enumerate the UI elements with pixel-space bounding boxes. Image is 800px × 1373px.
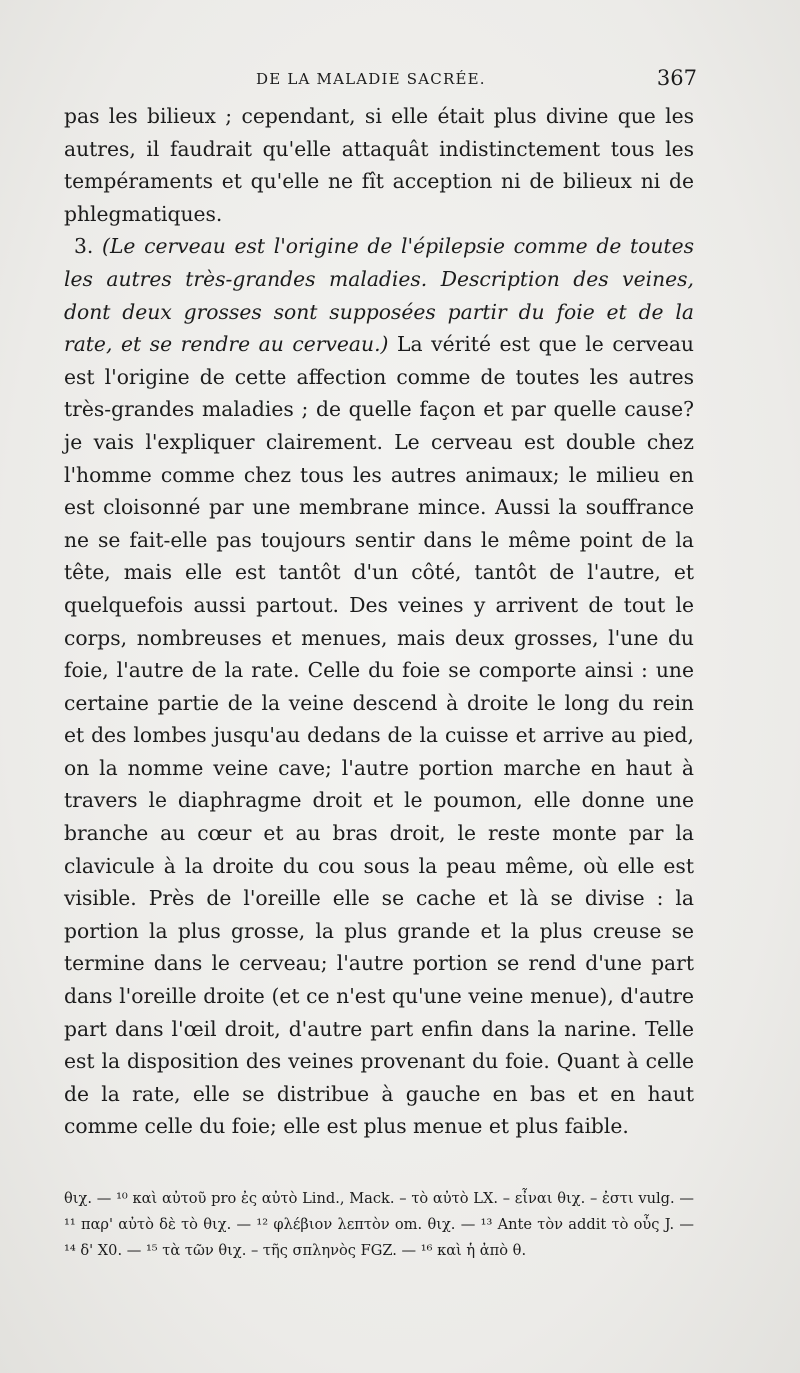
section-3-paragraph [64,230,694,1143]
paragraph-continuation: pas les bilieux ; cependant, si elle était plus divine que les autres, il faudrait qu'elle attaquât indistinctement tous les tempéraments et qu'elle ne fît acception ni de bilieux ni de phlegmatiques. [64,104,694,226]
section-body: La vérité est que le cerveau est l'origine de cette affection comme de toutes les autres très-grandes maladies ; de quelle façon et par quelle cause? je vais l'expliquer clairement. Le cerveau est double chez l'homme comme chez tous les autres animaux; le milieu en est cloisonné par une membrane mince. Aussi la souffrance ne se fait-elle pas toujours sentir dans le même point de la tête, mais elle est tantôt d'un côté, tantôt de l'autre, et quelquefois aussi partout. Des veines y arrivent de tout le corps, nombreuses et menues, mais deux grosses, l'une du foie, l'autre de la rate. Celle du foie se comporte ainsi : une certaine partie de la veine descend à droite le long du rein et des lombes jusqu'au dedans de la cuisse et arrive au pied, on la nomme veine cave; l'autre portion marche en haut à travers le diaphragme droit et le poumon, elle donne une branche au cœur et au bras droit, le reste monte par la clavicule à la droite du cou sous la peau même, où elle est visible. Près de l'oreille elle se cache et là se divise : la portion la plus grosse, la plus grande et la plus creuse se termine dans le cerveau; l'autre portion se rend d'une part dans l'oreille droite (et ce n'est qu'une veine menue), d'autre part dans l'œil droit, d'autre part enfin dans la narine. Telle est la disposition des veines provenant du foie. Quant à celle de la rate, elle se distribue à gauche en bas et en haut comme celle du foie; elle est plus menue et plus faible. [64,332,694,1139]
section-rubric: (Le cerveau est l'origine de l'épilepsie comme de toutes les autres très-grandes maladies. Description des veines, dont deux grosses sont supposées partir du foie et de la rate, et se rendre au cerveau.) [64,234,694,357]
section-number: 3. [74,234,94,259]
main-text [64,100,694,1143]
footnote-text: θιχ. — ¹⁰ καὶ αὐτοῦ pro ἐς αὐτὸ Lind., Mack. – τὸ αὐτὸ LX. – εἶναι θιχ. – ἐστι vulg. — ¹¹ παρ' αὐτὸ δὲ τὸ θιχ. — ¹² φλέβιον λεπτὸν om. θιχ. — ¹³ Ante τὸν addit τὸ οὖς J. — ¹⁴ δ' X0. — ¹⁵ τὰ τῶν θιχ. – τῆς σπληνὸς FGZ. — ¹⁶ καὶ ἡ ἀπὸ θ. [64,1190,694,1259]
footnotes [64,1186,694,1264]
page-number: 367 [656,66,697,90]
page-header [0,66,800,96]
running-head: DE LA MALADIE SACRÉE. [256,70,486,88]
